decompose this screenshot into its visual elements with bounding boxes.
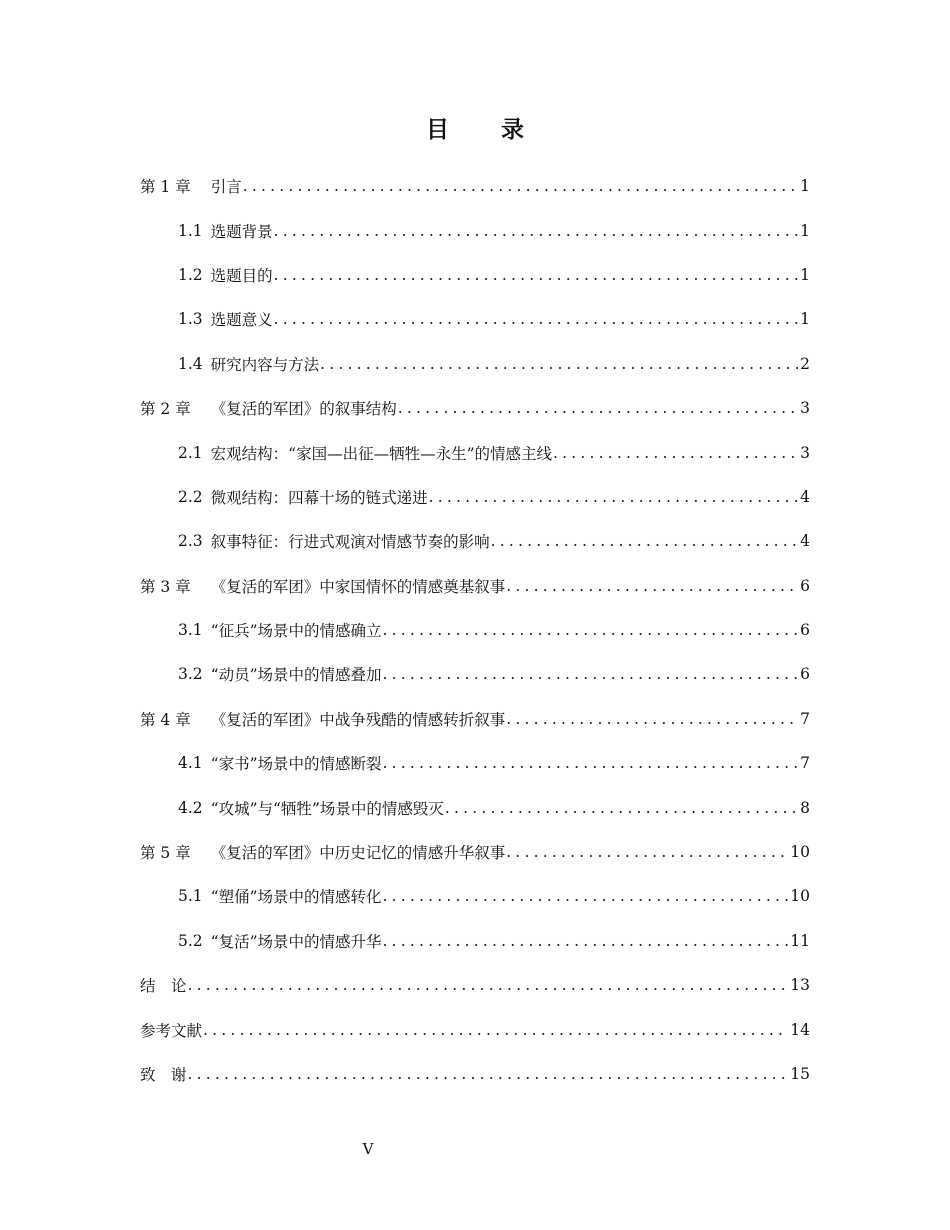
entry-title: 叙事特征：行进式观演对情感节奏的影响 bbox=[210, 533, 490, 552]
entry-number: 1.2 bbox=[178, 265, 203, 284]
toc-entry-section-3-2[interactable] bbox=[140, 652, 810, 696]
dot-leader bbox=[506, 843, 788, 861]
entry-title: 《复活的军团》中家国情怀的情感奠基叙事 bbox=[210, 577, 506, 596]
entry-page-number: 3 bbox=[800, 399, 810, 418]
entry-page-number: 6 bbox=[800, 576, 810, 595]
toc-entry-section-4-2[interactable] bbox=[140, 785, 810, 829]
entry-number: 2.3 bbox=[178, 532, 203, 551]
dot-leader bbox=[506, 710, 798, 728]
dot-leader bbox=[274, 222, 798, 240]
entry-page-number: 1 bbox=[800, 265, 810, 284]
toc-entry-section-5-1[interactable] bbox=[140, 874, 810, 918]
entry-title: 宏观结构：“家国—出征—牺牲—永生”的情感主线 bbox=[210, 444, 553, 463]
toc-entry-chapter-3[interactable] bbox=[140, 564, 810, 608]
page-number-footer: V bbox=[362, 1140, 374, 1158]
entry-title: 选题意义 bbox=[210, 311, 273, 330]
entry-page-number: 13 bbox=[790, 976, 810, 995]
entry-page-number: 11 bbox=[790, 931, 810, 950]
dot-leader bbox=[383, 621, 799, 639]
dot-leader bbox=[445, 799, 798, 817]
entry-number: 5.2 bbox=[178, 931, 203, 950]
entry-title: “复活”场景中的情感升华 bbox=[210, 932, 382, 951]
entry-title: 致 谢 bbox=[140, 1066, 187, 1084]
toc-entry-section-1-1[interactable] bbox=[140, 208, 810, 252]
entry-number: 2.2 bbox=[178, 487, 203, 506]
dot-leader bbox=[506, 577, 798, 595]
entry-number: 第 1 章 bbox=[140, 178, 191, 197]
entry-number: 第 3 章 bbox=[140, 577, 191, 596]
entry-title: “塑俑”场景中的情感转化 bbox=[210, 888, 382, 907]
page-title: 目 录 bbox=[425, 117, 546, 143]
dot-leader bbox=[491, 532, 798, 550]
toc-entry-chapter-1[interactable] bbox=[140, 164, 810, 208]
entry-number: 第 2 章 bbox=[140, 400, 191, 419]
entry-page-number: 3 bbox=[800, 443, 810, 462]
entry-page-number: 4 bbox=[800, 532, 810, 551]
entry-page-number: 10 bbox=[790, 843, 810, 862]
entry-title: “征兵”场景中的情感确立 bbox=[210, 622, 382, 641]
dot-leader bbox=[320, 355, 798, 373]
dot-leader bbox=[243, 177, 798, 195]
entry-number: 4.1 bbox=[178, 754, 203, 773]
entry-title: “家书”场景中的情感断裂 bbox=[210, 755, 382, 774]
dot-leader bbox=[203, 1021, 788, 1039]
entry-number: 2.1 bbox=[178, 443, 203, 462]
entry-page-number: 7 bbox=[800, 754, 810, 773]
toc-entry-section-2-1[interactable] bbox=[140, 430, 810, 474]
entry-page-number: 10 bbox=[790, 887, 810, 906]
dot-leader bbox=[274, 310, 798, 328]
dot-leader bbox=[398, 399, 798, 417]
entry-number: 3.2 bbox=[178, 665, 203, 684]
entry-number: 4.2 bbox=[178, 798, 203, 817]
dot-leader bbox=[274, 266, 798, 284]
dot-leader bbox=[188, 1065, 789, 1083]
entry-page-number: 7 bbox=[800, 709, 810, 728]
entry-title: 结 论 bbox=[140, 977, 187, 996]
dot-leader bbox=[383, 887, 789, 905]
dot-leader bbox=[383, 754, 799, 772]
entry-title: 研究内容与方法 bbox=[210, 355, 320, 374]
entry-page-number: 15 bbox=[790, 1065, 810, 1083]
entry-title: “动员”场景中的情感叠加 bbox=[210, 666, 382, 685]
table-of-contents bbox=[140, 164, 810, 1096]
dot-leader bbox=[383, 665, 799, 683]
entry-title: 《复活的军团》中战争残酷的情感转折叙事 bbox=[210, 710, 506, 729]
dot-leader bbox=[553, 444, 798, 462]
toc-entry-section-1-4[interactable] bbox=[140, 342, 810, 386]
entry-number: 3.1 bbox=[178, 621, 203, 640]
toc-entry-references[interactable] bbox=[140, 1007, 810, 1051]
toc-entry-conclusion[interactable] bbox=[140, 963, 810, 1007]
dot-leader bbox=[383, 932, 789, 950]
dot-leader bbox=[429, 488, 798, 506]
entry-number: 5.1 bbox=[178, 887, 203, 906]
entry-title: 引言 bbox=[210, 178, 242, 197]
toc-entry-section-3-1[interactable] bbox=[140, 608, 810, 652]
entry-page-number: 1 bbox=[800, 221, 810, 240]
toc-entry-section-4-1[interactable] bbox=[140, 741, 810, 785]
entry-page-number: 8 bbox=[800, 798, 810, 817]
entry-page-number: 4 bbox=[800, 487, 810, 506]
entry-number: 1.3 bbox=[178, 310, 203, 329]
entry-title: 微观结构：四幕十场的链式递进 bbox=[210, 488, 428, 507]
entry-page-number: 6 bbox=[800, 665, 810, 684]
entry-page-number: 1 bbox=[800, 310, 810, 329]
entry-title: 参考文献 bbox=[140, 1021, 203, 1040]
toc-entry-chapter-5[interactable] bbox=[140, 830, 810, 874]
toc-entry-section-2-2[interactable] bbox=[140, 475, 810, 519]
entry-title: 选题目的 bbox=[210, 266, 273, 285]
entry-title: 选题背景 bbox=[210, 222, 273, 241]
toc-entry-chapter-2[interactable] bbox=[140, 386, 810, 430]
entry-title: “攻城”与“牺牲”场景中的情感毁灭 bbox=[210, 799, 444, 818]
toc-entry-section-5-2[interactable] bbox=[140, 919, 810, 963]
entry-page-number: 6 bbox=[800, 621, 810, 640]
entry-number: 1.4 bbox=[178, 354, 203, 373]
dot-leader bbox=[188, 976, 789, 994]
entry-number: 第 4 章 bbox=[140, 710, 191, 729]
toc-entry-section-2-3[interactable] bbox=[140, 519, 810, 563]
toc-entry-section-1-2[interactable] bbox=[140, 253, 810, 297]
entry-title: 《复活的军团》中历史记忆的情感升华叙事 bbox=[210, 844, 506, 863]
entry-page-number: 1 bbox=[800, 177, 810, 196]
entry-number: 1.1 bbox=[178, 221, 203, 240]
entry-page-number: 14 bbox=[790, 1020, 810, 1039]
toc-entry-section-1-3[interactable] bbox=[140, 297, 810, 341]
toc-entry-chapter-4[interactable] bbox=[140, 697, 810, 741]
entry-title: 《复活的军团》的叙事结构 bbox=[210, 400, 397, 419]
entry-number: 第 5 章 bbox=[140, 844, 191, 863]
entry-page-number: 2 bbox=[800, 354, 810, 373]
toc-entry-acknowledgements[interactable] bbox=[140, 1052, 810, 1096]
